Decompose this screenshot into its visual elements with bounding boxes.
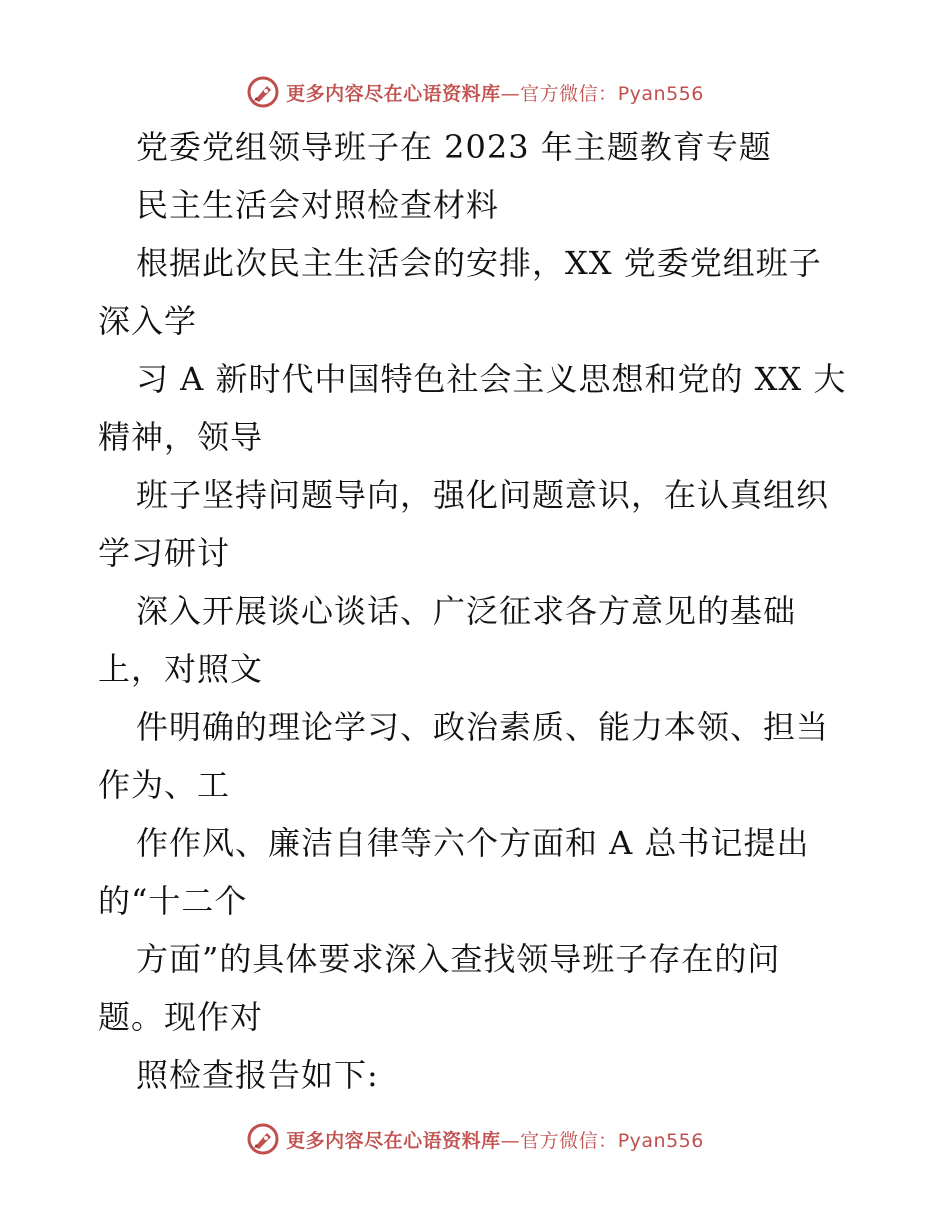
document-body	[98, 118, 858, 1104]
paragraph-line: 的“十二个	[98, 882, 248, 920]
watermark-text	[286, 1126, 704, 1153]
watermark-site: 更多内容尽在心语资料库	[286, 82, 501, 105]
paragraph-line: 深入开展谈心谈话、广泛征求各方意见的基础	[136, 592, 797, 630]
pen-nib-logo-icon	[246, 75, 280, 109]
paragraph-line: 件明确的理论学习、政治素质、能力本领、担当	[136, 708, 830, 746]
watermark-wechat-id: Pyan556	[617, 1129, 704, 1152]
watermark-separator: —	[500, 1129, 521, 1152]
watermark-wechat-label: 官方微信：	[520, 82, 618, 105]
watermark-header	[0, 72, 950, 112]
watermark-text	[286, 79, 704, 106]
paragraph-line: 学习研讨	[98, 534, 231, 572]
paragraph-line: 深入学	[98, 302, 198, 340]
watermark-wechat-id: Pyan556	[617, 82, 704, 105]
watermark-wechat-label: 官方微信：	[520, 1129, 618, 1152]
paragraph-line: 方面”的具体要求深入查找领导班子存在的问	[136, 940, 781, 978]
pen-nib-logo-icon	[246, 1122, 280, 1156]
paragraph-line: 照检查报告如下:	[136, 1056, 379, 1094]
paragraph-line: 班子坚持问题导向，强化问题意识，在认真组织	[136, 476, 830, 514]
watermark-footer	[0, 1119, 950, 1159]
paragraph-line: 题。现作对	[98, 998, 264, 1036]
paragraph-line: 根据此次民主生活会的安排，XX 党委党组班子	[136, 244, 822, 282]
paragraph-line: 习 A 新时代中国特色社会主义思想和党的 XX 大	[136, 360, 847, 398]
title-line-2: 民主生活会对照检查材料	[136, 186, 500, 224]
title-line-1: 党委党组领导班子在 2023 年主题教育专题	[136, 128, 772, 166]
watermark-site: 更多内容尽在心语资料库	[286, 1129, 501, 1152]
paragraph-line: 上，对照文	[98, 650, 264, 688]
paragraph-line: 作作风、廉洁自律等六个方面和 A 总书记提出	[136, 824, 810, 862]
watermark-separator: —	[500, 82, 521, 105]
paragraph-line: 精神，领导	[98, 418, 264, 456]
paragraph-line: 作为、工	[98, 766, 231, 804]
